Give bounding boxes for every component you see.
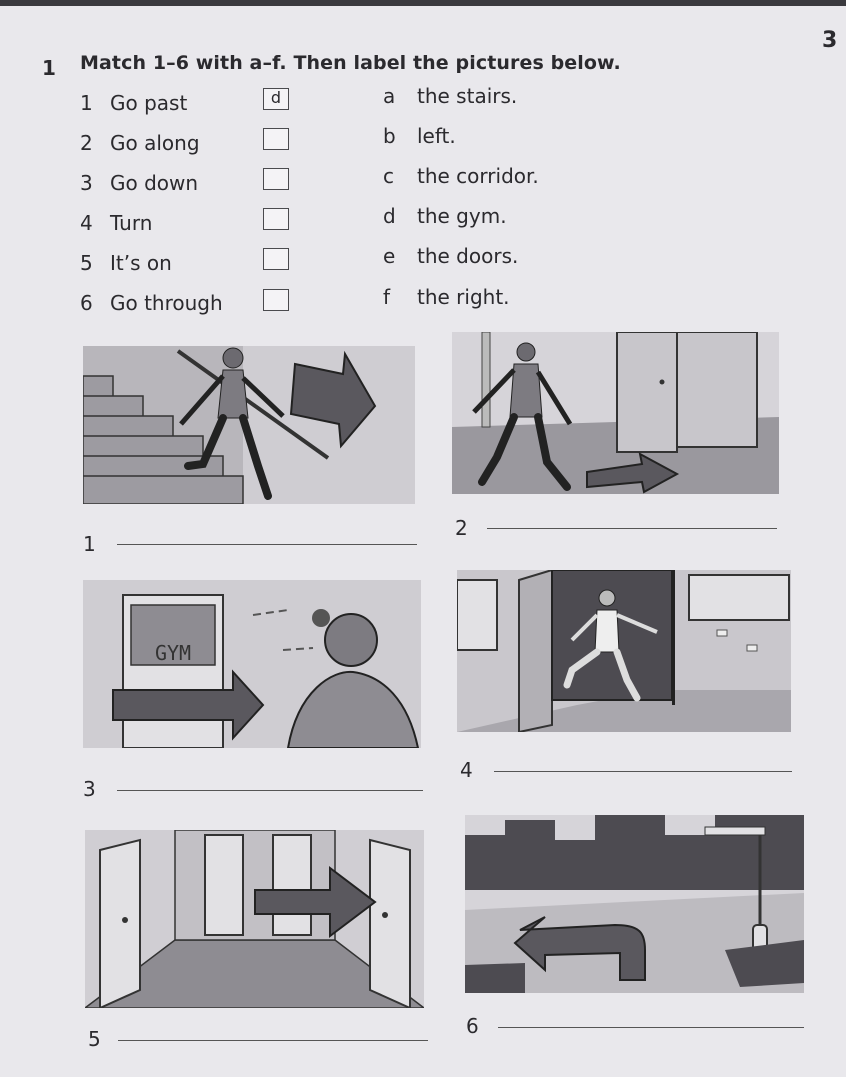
answer-line-6[interactable] — [498, 1027, 804, 1028]
gym-sign: GYM — [154, 641, 192, 665]
caption-6-number: 6 — [466, 1014, 479, 1038]
answer-box-3[interactable] — [263, 168, 289, 190]
answer-line-1[interactable] — [117, 544, 417, 545]
caption-2-number: 2 — [455, 516, 468, 540]
answer-box-1[interactable]: d — [263, 88, 289, 110]
caption-1-number: 1 — [83, 532, 96, 556]
picture-6-turn-left — [465, 815, 804, 993]
exercise-instruction: Match 1–6 with a–f. Then label the pictures below. — [80, 52, 621, 74]
match-item-1: 1 Go past — [80, 91, 188, 115]
exercise-number: 1 — [42, 56, 56, 80]
answer-box-5[interactable] — [263, 248, 289, 270]
match-item-5: 5 It’s on — [80, 251, 172, 275]
answer-box-4[interactable] — [263, 208, 289, 230]
option-a: a the stairs. — [383, 84, 518, 108]
caption-5-number: 5 — [88, 1027, 101, 1051]
option-f: f the right. — [383, 285, 510, 309]
answer-line-4[interactable] — [494, 771, 792, 772]
option-b: b left. — [383, 124, 456, 148]
page-top-bar — [0, 0, 846, 6]
option-c: c the corridor. — [383, 164, 539, 188]
match-item-4: 4 Turn — [80, 211, 153, 235]
picture-4-doors — [457, 570, 791, 732]
picture-2-corridor — [452, 332, 779, 494]
unit-number: 3 — [822, 28, 838, 53]
option-d: d the gym. — [383, 204, 507, 228]
option-e: e the doors. — [383, 244, 519, 268]
match-item-6: 6 Go through — [80, 291, 223, 315]
answer-line-3[interactable] — [117, 790, 423, 791]
picture-1-stairs — [83, 346, 415, 504]
answer-box-2[interactable] — [263, 128, 289, 150]
answer-line-5[interactable] — [118, 1040, 428, 1041]
caption-4-number: 4 — [460, 758, 473, 782]
match-item-3: 3 Go down — [80, 171, 199, 195]
answer-line-2[interactable] — [487, 528, 777, 529]
answer-box-6[interactable] — [263, 289, 289, 311]
picture-3-gym — [83, 580, 421, 748]
match-item-2: 2 Go along — [80, 131, 200, 155]
picture-5-corridor — [85, 830, 424, 1008]
caption-3-number: 3 — [83, 777, 96, 801]
